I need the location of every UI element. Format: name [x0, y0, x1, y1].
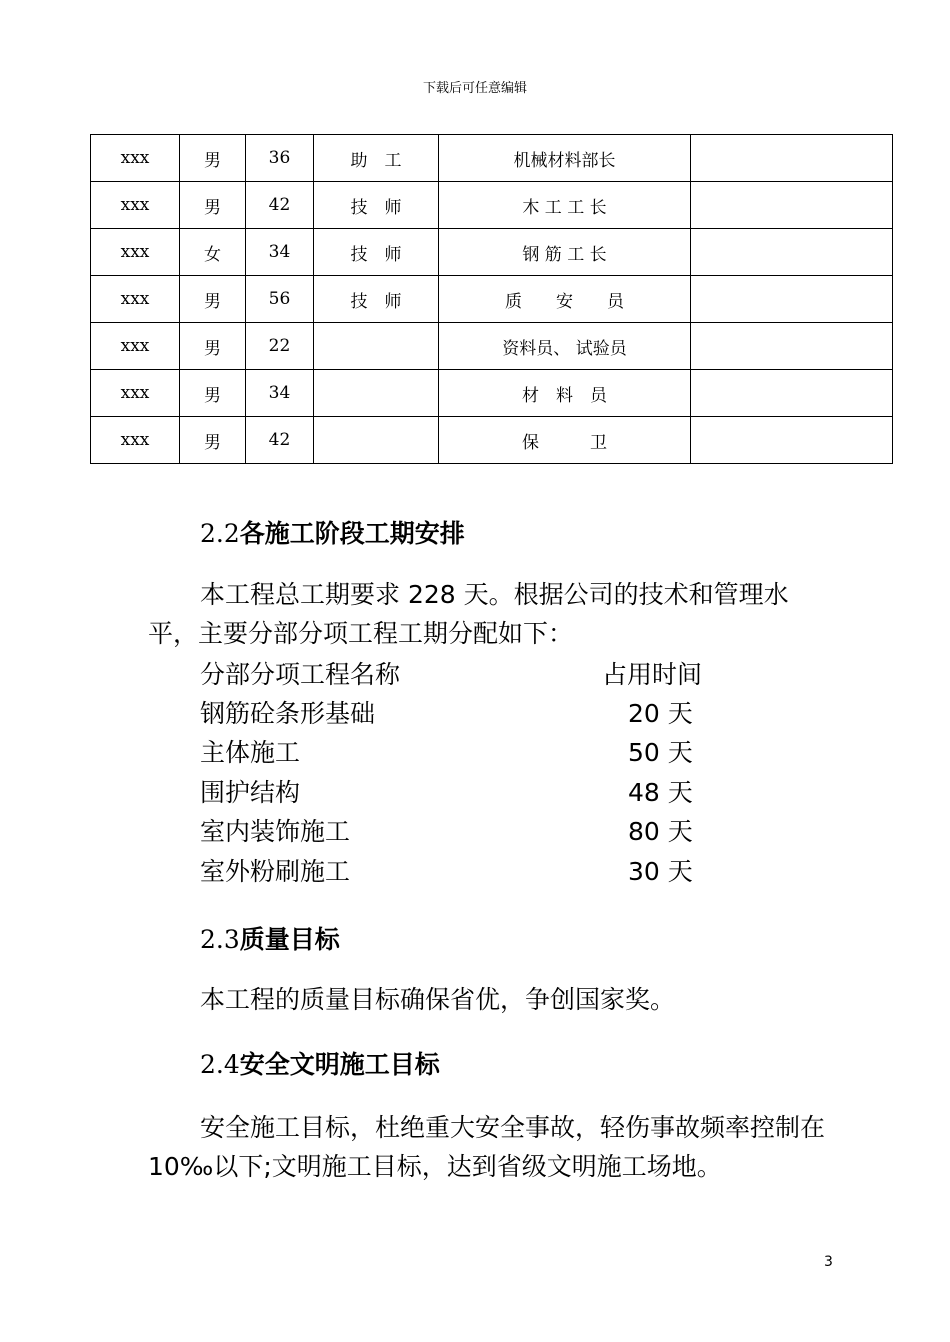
schedule-item-name: 室外粉刷施工: [200, 857, 351, 886]
safety-goal-paragraph: 安全施工目标，杜绝重大安全事故，轻伤事故频率控制在 10‰以下;文明施工目标，达到省级文明施工场地。: [148, 1113, 826, 1181]
position-cell: 机械材料部长: [439, 135, 691, 182]
age-cell: 36: [246, 135, 314, 182]
title-cell: [314, 370, 439, 417]
name-cell: xxx: [91, 229, 180, 276]
table-row: [91, 370, 893, 417]
schedule-item-name: 主体施工: [200, 738, 301, 767]
schedule-item-name: 钢筋砼条形基础: [200, 699, 376, 728]
section-title: 安全文明施工目标: [239, 1050, 440, 1079]
title-cell: [314, 417, 439, 464]
section-number: 2.2: [200, 519, 240, 548]
remark-cell: [691, 182, 893, 229]
remark-cell: [691, 417, 893, 464]
age-cell: 56: [246, 276, 314, 323]
remark-cell: [691, 323, 893, 370]
title-cell: 助 工: [314, 135, 439, 182]
title-cell: 技 师: [314, 229, 439, 276]
name-cell: xxx: [91, 370, 180, 417]
table-row: [91, 323, 893, 370]
schedule-item-duration: 80 天: [628, 817, 693, 846]
gender-cell: 男: [180, 323, 246, 370]
name-cell: xxx: [91, 417, 180, 464]
schedule-intro-paragraph: 本工程总工期要求 228 天。根据公司的技术和管理水平，主要分部分项工程工期分配如下：: [148, 580, 789, 648]
age-cell: 34: [246, 370, 314, 417]
age-cell: 42: [246, 417, 314, 464]
quality-goal-paragraph: 本工程的质量目标确保省优，争创国家奖。: [200, 985, 676, 1014]
position-cell: 材 料 员: [439, 370, 691, 417]
section-heading-2-3: [200, 920, 340, 956]
position-cell: 保 卫: [439, 417, 691, 464]
schedule-row: [200, 773, 720, 812]
gender-cell: 女: [180, 229, 246, 276]
remark-cell: [691, 229, 893, 276]
table-row: [91, 135, 893, 182]
section-title: 质量目标: [239, 925, 340, 954]
section-heading-2-4: [200, 1045, 440, 1081]
position-cell: 木 工 工 长: [439, 182, 691, 229]
schedule-header-name: 分部分项工程名称: [200, 660, 401, 689]
position-cell: 质 安 员: [439, 276, 691, 323]
remark-cell: [691, 370, 893, 417]
schedule-item-duration: 20 天: [628, 699, 693, 728]
name-cell: xxx: [91, 182, 180, 229]
section-heading-2-2: [200, 514, 465, 550]
gender-cell: 男: [180, 135, 246, 182]
section-number: 2.3: [200, 925, 240, 954]
age-cell: 42: [246, 182, 314, 229]
table-row: [91, 417, 893, 464]
gender-cell: 男: [180, 276, 246, 323]
schedule-header-duration: 占用时间: [602, 660, 703, 689]
title-cell: 技 师: [314, 276, 439, 323]
table-row: [91, 229, 893, 276]
staff-table: [90, 134, 893, 464]
age-cell: 22: [246, 323, 314, 370]
title-cell: [314, 323, 439, 370]
gender-cell: 男: [180, 370, 246, 417]
table-row: [91, 276, 893, 323]
name-cell: xxx: [91, 135, 180, 182]
remark-cell: [691, 135, 893, 182]
gender-cell: 男: [180, 417, 246, 464]
schedule-item-duration: 50 天: [628, 738, 693, 767]
table-row: [91, 182, 893, 229]
schedule-item-duration: 30 天: [628, 857, 693, 886]
schedule-item-duration: 48 天: [628, 778, 693, 807]
position-cell: 资料员、 试验员: [439, 323, 691, 370]
page-header-note: 下载后可任意编辑: [422, 81, 527, 96]
schedule-item-name: 围护结构: [200, 778, 301, 807]
schedule-item-name: 室内装饰施工: [200, 817, 351, 846]
remark-cell: [691, 276, 893, 323]
name-cell: xxx: [91, 276, 180, 323]
gender-cell: 男: [180, 182, 246, 229]
schedule-row: [200, 733, 720, 772]
schedule-row: [200, 694, 720, 733]
section-title: 各施工阶段工期安排: [239, 519, 465, 548]
schedule-header-row: [200, 655, 720, 694]
schedule-row: [200, 852, 720, 891]
section-number: 2.4: [200, 1050, 240, 1079]
age-cell: 34: [246, 229, 314, 276]
name-cell: xxx: [91, 323, 180, 370]
position-cell: 钢 筋 工 长: [439, 229, 691, 276]
schedule-row: [200, 812, 720, 851]
page-number: 3: [824, 1254, 833, 1270]
title-cell: 技 师: [314, 182, 439, 229]
